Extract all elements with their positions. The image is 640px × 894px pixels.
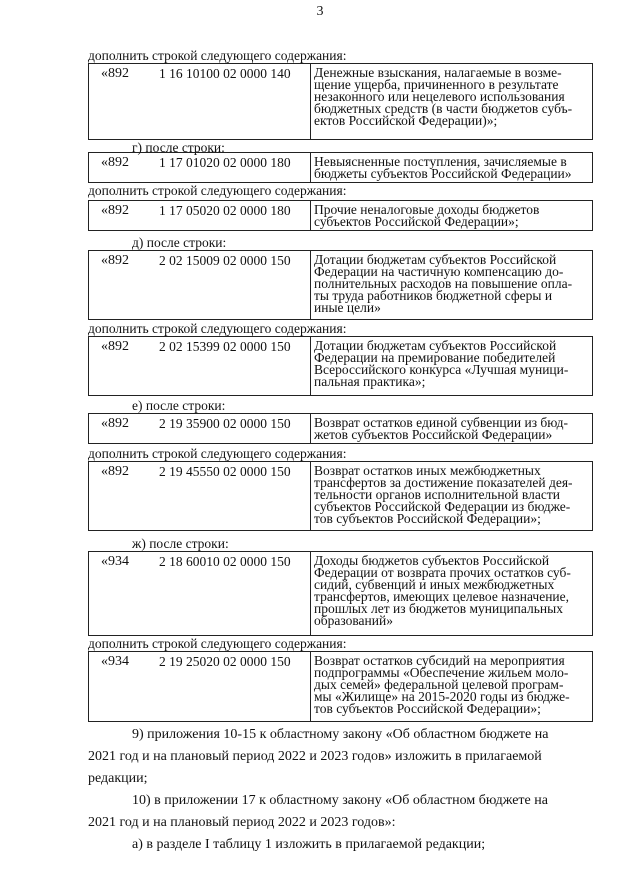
paragraph [88,724,593,790]
kbk-code-cell: 2 19 45550 02 0000 150 [153,462,311,530]
kbk-code-cell: 1 17 05020 02 0000 180 [153,201,311,230]
admin-code-cell: «934 [101,654,129,669]
paragraph-line: а) в разделе I таблицу 1 изложить в прилагаемой редакции; [132,837,486,852]
description-line: мы «Жилище» на 2015-2020 годы из бюдже- [314,689,570,704]
description-line: трансфертов, имеющих целевое назначение, [314,589,570,604]
table-row [88,651,593,722]
description-line: трансфертов за достижение показателей дея- [314,475,573,490]
instruction-line: дополнить строкой следующего содержания: [88,321,347,336]
kbk-code-cell: 2 02 15399 02 0000 150 [153,337,311,395]
description-line: тельности органов исполнительной власти [314,487,560,502]
kbk-code-cell: 1 17 01020 02 0000 180 [153,153,311,182]
description-line: прошлых лет из бюджетов муниципальных [314,601,563,616]
instruction-line: дополнить строкой следующего содержания: [88,48,347,63]
instruction-line: г) после строки: [132,140,225,155]
description-line: щение ущерба, причиненного в результате [314,77,559,92]
kbk-code-cell: 2 19 35900 02 0000 150 [153,414,311,443]
table-row [88,551,593,636]
description-line: Дотации бюджетам субъектов Российской [314,252,557,267]
admin-code-cell: «892 [101,339,129,354]
description-cell [311,462,592,530]
description-line: Прочие неналоговые доходы бюджетов [314,202,540,217]
description-line: сидий, субвенций и иных межбюджетных [314,577,555,592]
paragraph-line: 2021 год и на плановый период 2022 и 2023 годов» изложить в прилагаемой [88,749,542,764]
table-row [88,152,593,183]
description-line: Доходы бюджетов субъектов Российской [314,553,550,568]
kbk-code-cell: 2 19 25020 02 0000 150 [153,652,311,721]
admin-code-cell: «892 [101,416,129,431]
description-line: ектов Российской Федерации)»; [314,113,498,128]
description-line: Возврат остатков субсидий на мероприятия [314,653,565,668]
instruction-line: е) после строки: [132,398,226,413]
page-number: 3 [316,4,324,19]
description-line: дых семей» федеральной целевой програм- [314,677,564,692]
description-line: субъектов Российской Федерации»; [314,214,519,229]
description-cell [311,64,592,139]
description-line: бюджеты субъектов Российской Федерации» [314,166,572,181]
instruction-line: дополнить строкой следующего содержания: [88,446,347,461]
table-row [88,461,593,531]
admin-code-cell: «892 [101,66,129,81]
description-cell [311,251,592,319]
table-row [88,63,593,140]
table-row [88,200,593,231]
description-line: иные цели» [314,300,381,315]
instruction-line: дополнить строкой следующего содержания: [88,636,347,651]
admin-code-cell: «934 [101,554,129,569]
description-line: ты труда работников бюджетной сферы и [314,288,553,303]
description-cell [311,153,592,182]
description-line: пальная практика»; [314,374,426,389]
description-line: жетов субъектов Российской Федерации» [314,427,553,442]
kbk-code-cell: 2 02 15009 02 0000 150 [153,251,311,319]
description-cell [311,414,592,443]
paragraph-line: 2021 год и на плановый период 2022 и 2023 годов»: [88,815,396,830]
paragraph-line: 9) приложения 10-15 к областному закону «Об областном бюджете на [132,727,549,742]
description-line: субъектов Российской Федерации из бюдже- [314,499,571,514]
paragraph [88,790,593,834]
kbk-code-cell: 2 18 60010 02 0000 150 [153,552,311,635]
description-line: Невыясненные поступления, зачисляемые в [314,154,567,169]
description-line: тов субъектов Российской Федерации»; [314,701,541,716]
instruction-line: д) после строки: [132,235,227,250]
description-line: полнительных расходов на повышение опла- [314,276,573,291]
description-cell [311,652,592,721]
kbk-code-cell: 1 16 10100 02 0000 140 [153,64,311,139]
description-cell [311,337,592,395]
description-line: Возврат остатков иных межбюджетных [314,463,541,478]
description-line: Денежные взыскания, налагаемые в возме- [314,65,562,80]
description-line: Возврат остатков единой субвенции из бюд- [314,415,569,430]
admin-code-cell: «892 [101,253,129,268]
admin-code-cell: «892 [101,464,129,479]
description-line: образований» [314,613,393,628]
description-line: Всероссийского конкурса «Лучшая муници- [314,362,569,377]
paragraph-line: редакции; [88,771,148,786]
table-row [88,413,593,444]
description-line: Федерации на частичную компенсацию до- [314,264,564,279]
table-row [88,250,593,320]
description-line: незаконного или нецелевого использования [314,89,565,104]
paragraph [88,834,593,856]
description-line: подпрограммы «Обеспечение жильем моло- [314,665,569,680]
description-line: Федерации от возврата прочих остатков суб- [314,565,571,580]
description-cell [311,552,592,635]
instruction-line: дополнить строкой следующего содержания: [88,183,347,198]
description-line: тов субъектов Российской Федерации»; [314,511,541,526]
instruction-line: ж) после строки: [132,536,229,551]
description-line: Дотации бюджетам субъектов Российской [314,338,557,353]
table-row [88,336,593,396]
admin-code-cell: «892 [101,155,129,170]
paragraph-line: 10) в приложении 17 к областному закону «Об областном бюджете на [132,793,548,808]
description-line: бюджетных средств (в части бюджетов субъ- [314,101,573,116]
description-line: Федерации на премирование победителей [314,350,556,365]
admin-code-cell: «892 [101,203,129,218]
description-cell [311,201,592,230]
